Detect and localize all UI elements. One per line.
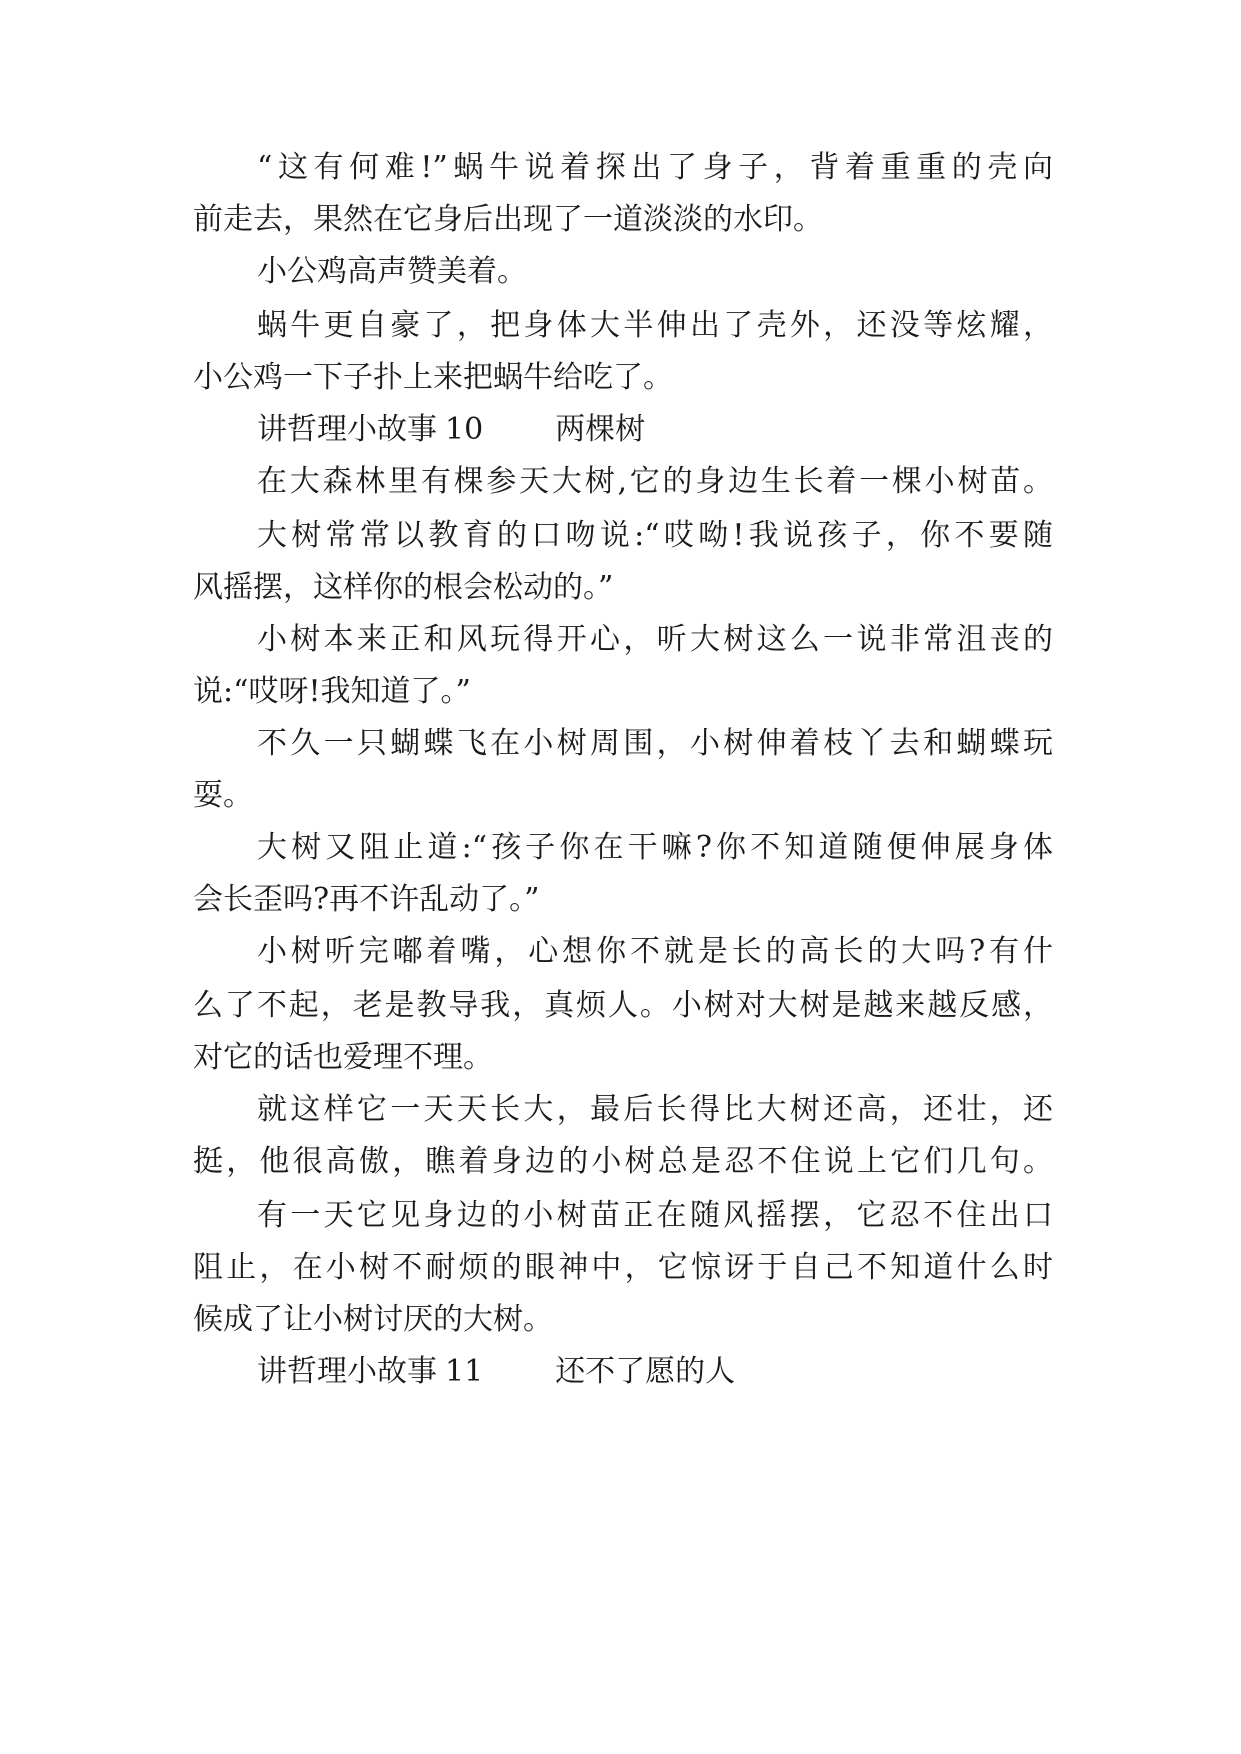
paragraph-line: 候成了让小树讨厌的大树。: [193, 1302, 553, 1337]
paragraph-line: 小树听完嘟着嘴，心想你不就是长的高长的大吗?有什: [257, 934, 1053, 969]
paragraph-line: 小树本来正和风玩得开心，听大树这么一说非常沮丧的: [257, 622, 1053, 657]
heading-number: 11: [445, 1354, 484, 1389]
paragraph-line: 大树又阻止道:“孩子你在干嘛?你不知道随便伸展身体: [257, 830, 1053, 865]
paragraph-line: 对它的话也爱理不理。: [193, 1040, 493, 1075]
paragraph-line: 阻止，在小树不耐烦的眼神中，它惊讶于自己不知道什么时: [193, 1250, 1053, 1285]
paragraph-line: 小公鸡一下子扑上来把蜗牛给吃了。: [193, 360, 673, 395]
paragraph-line: 大树常常以教育的口吻说:“哎呦!我说孩子，你不要随: [257, 518, 1053, 553]
paragraph-line: 前走去，果然在它身后出现了一道淡淡的水印。: [193, 202, 823, 237]
paragraph-line: 蜗牛更自豪了，把身体大半伸出了壳外，还没等炫耀，: [257, 308, 1053, 343]
paragraph-line: 就这样它一天天长大，最后长得比大树还高，还壮，还: [257, 1092, 1053, 1127]
heading-label: 讲哲理小故事: [257, 412, 437, 447]
paragraph-line: “这有何难!”蜗牛说着探出了身子，背着重重的壳向: [257, 150, 1053, 185]
paragraph-line: 风摇摆，这样你的根会松动的。”: [193, 570, 614, 605]
paragraph-line: 小公鸡高声赞美着。: [257, 254, 527, 289]
paragraph-line: 在大森林里有棵参天大树,它的身边生长着一棵小树苗。: [257, 464, 1053, 499]
paragraph-line: 会长歪吗?再不许乱动了。”: [193, 882, 540, 917]
heading-title: 两棵树: [555, 412, 646, 447]
paragraph-line: 不久一只蝴蝶飞在小树周围，小树伸着枝丫去和蝴蝶玩: [257, 726, 1053, 761]
heading-label: 讲哲理小故事: [257, 1354, 437, 1389]
heading-title: 还不了愿的人: [555, 1354, 736, 1389]
section-heading: [257, 1352, 1053, 1392]
heading-number: 10: [445, 412, 484, 447]
paragraph-line: 耍。: [193, 778, 253, 813]
paragraph-line: 说:“哎呀!我知道了。”: [193, 674, 471, 709]
section-heading: [257, 410, 1053, 450]
paragraph-line: 么了不起，老是教导我，真烦人。小树对大树是越来越反感，: [193, 988, 1053, 1023]
paragraph-line: 挺，他很高傲，瞧着身边的小树总是忍不住说上它们几句。: [193, 1144, 1053, 1179]
paragraph-line: 有一天它见身边的小树苗正在随风摇摆，它忍不住出口: [257, 1198, 1053, 1233]
